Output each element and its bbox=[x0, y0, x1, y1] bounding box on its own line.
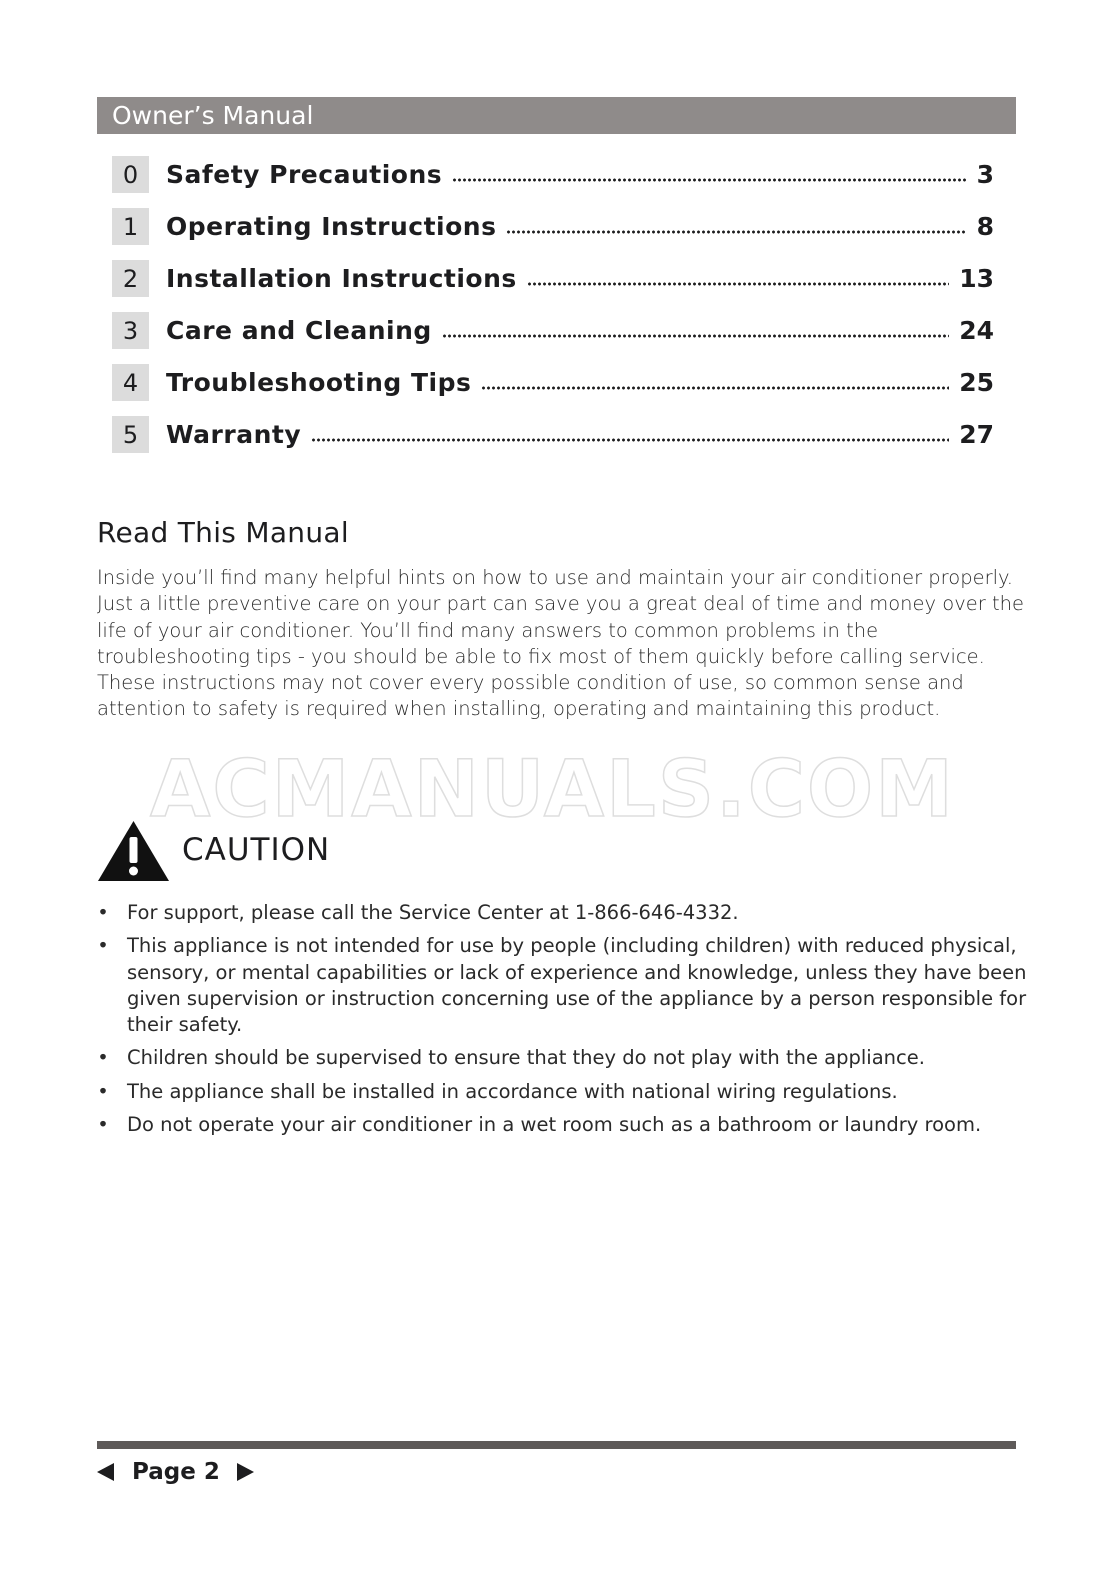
watermark-text: ACMANUALS.COM bbox=[150, 745, 955, 835]
bullet-icon: • bbox=[97, 1113, 109, 1137]
caution-heading: CAUTION bbox=[182, 832, 331, 868]
bullet-icon: • bbox=[97, 1079, 109, 1103]
toc-page-number: 3 bbox=[976, 160, 994, 189]
toc-page-number: 24 bbox=[959, 316, 994, 345]
toc-page-number: 8 bbox=[976, 212, 994, 241]
toc-item-safety-precautions[interactable] bbox=[112, 156, 994, 193]
manual-title: Owner’s Manual bbox=[112, 101, 314, 130]
caution-item-text: The appliance shall be installed in accordance with national wiring regulations. bbox=[127, 1079, 898, 1103]
read-manual-heading: Read This Manual bbox=[97, 516, 349, 549]
caution-item-text: Children should be supervised to ensure that they do not play with the appliance. bbox=[127, 1046, 925, 1070]
list-item bbox=[97, 1045, 1027, 1071]
toc-title: Safety Precautions bbox=[166, 160, 443, 189]
toc-item-troubleshooting-tips[interactable] bbox=[112, 364, 994, 401]
table-of-contents bbox=[112, 156, 994, 468]
toc-number: 2 bbox=[112, 260, 149, 297]
previous-page-icon[interactable] bbox=[97, 1463, 114, 1481]
toc-number: 3 bbox=[112, 312, 149, 349]
toc-leader-dots bbox=[311, 436, 949, 444]
toc-leader-dots bbox=[452, 176, 966, 184]
toc-page-number: 13 bbox=[959, 264, 994, 293]
read-manual-body: Inside you’ll find many helpful hints on how to use and maintain your air conditioner properly. Just a little preventive care on your part can save you a great deal of time and money over the life of your air conditioner. You’ll find many answers to common problems in the troubleshooting tips - you should be able to fix most of them quickly before calling service. These instructions may not cover every possible condition of use, so common sense and attention to safety is required when installing, operating and maintaining this product. bbox=[97, 566, 1024, 721]
manual-header-bar bbox=[97, 97, 1016, 134]
warning-triangle-icon bbox=[97, 820, 170, 882]
toc-number: 4 bbox=[112, 364, 149, 401]
page-number-label: Page 2 bbox=[132, 1459, 220, 1485]
footer-divider bbox=[97, 1441, 1016, 1449]
toc-leader-dots bbox=[442, 332, 949, 340]
toc-item-warranty[interactable] bbox=[112, 416, 994, 453]
toc-number: 0 bbox=[112, 156, 149, 193]
bullet-icon: • bbox=[97, 934, 109, 958]
bullet-icon: • bbox=[97, 1046, 109, 1070]
toc-number: 5 bbox=[112, 416, 149, 453]
page-navigation bbox=[97, 1455, 254, 1489]
caution-list bbox=[97, 900, 1027, 1145]
toc-title: Warranty bbox=[166, 420, 302, 449]
toc-leader-dots bbox=[481, 384, 949, 392]
toc-number: 1 bbox=[112, 208, 149, 245]
toc-title: Troubleshooting Tips bbox=[166, 368, 472, 397]
bullet-icon: • bbox=[97, 901, 109, 924]
toc-leader-dots bbox=[527, 280, 949, 288]
toc-page-number: 27 bbox=[959, 420, 994, 449]
toc-page-number: 25 bbox=[959, 368, 994, 397]
caution-item-text: Do not operate your air conditioner in a wet room such as a bathroom or laundry room. bbox=[127, 1113, 982, 1137]
toc-leader-dots bbox=[506, 228, 966, 236]
list-item bbox=[97, 900, 1027, 926]
toc-item-installation-instructions[interactable] bbox=[112, 260, 994, 297]
toc-item-care-and-cleaning[interactable] bbox=[112, 312, 994, 349]
list-item bbox=[97, 933, 1027, 1038]
toc-title: Care and Cleaning bbox=[166, 316, 432, 345]
caution-item-text: This appliance is not intended for use by people (including children) with reduced physical, sensory, or mental capabilities or lack of experience and knowledge, unless they have been given supervision or instruction concerning use of the appliance by a person responsible for their safety. bbox=[127, 934, 1027, 1037]
toc-title: Installation Instructions bbox=[166, 264, 517, 293]
list-item bbox=[97, 1112, 1027, 1138]
caution-item-text: For support, please call the Service Center at 1-866-646-4332. bbox=[127, 901, 739, 924]
list-item bbox=[97, 1079, 1027, 1105]
toc-title: Operating Instructions bbox=[166, 212, 497, 241]
next-page-icon[interactable] bbox=[237, 1463, 254, 1481]
toc-item-operating-instructions[interactable] bbox=[112, 208, 994, 245]
